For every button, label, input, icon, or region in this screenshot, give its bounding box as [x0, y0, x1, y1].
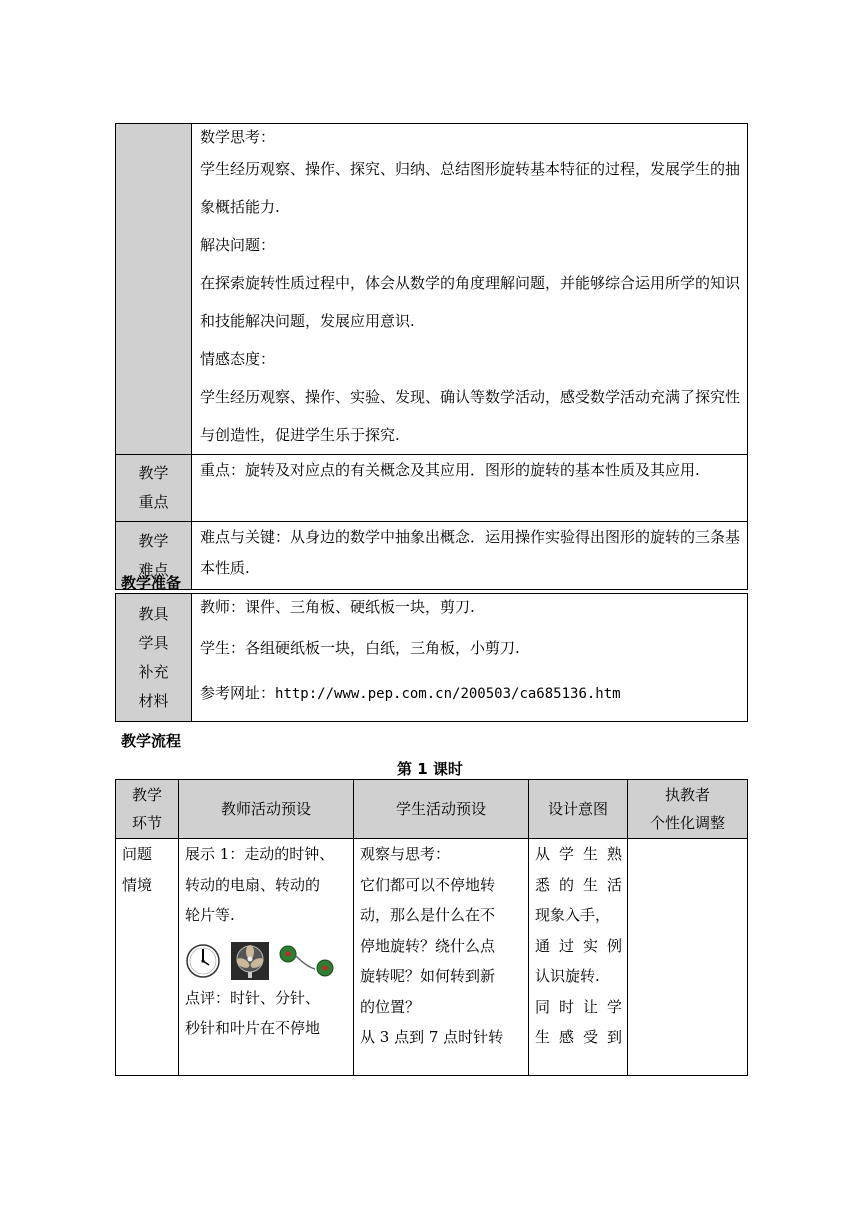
difficulties-cell [192, 522, 748, 590]
attitude-text: 学生经历观察、操作、实验、发现、确认等数学活动，感受数学活动充满了探究性与创造性，促进学生乐于探究. [200, 388, 741, 444]
teacher-materials: 教师：课件、三角板、硬纸板一块，剪刀. [200, 598, 475, 616]
objectives-table [115, 123, 748, 590]
key-points-cell [192, 455, 748, 522]
header-stage: 教学 环节 [116, 780, 179, 839]
flow-table [115, 779, 748, 1076]
fan-icon [231, 942, 269, 980]
thinking-title: 数学思考： [200, 128, 276, 146]
adjust-cell [628, 839, 748, 1076]
reference-link[interactable]: http://www.pep.com.cn/200503/ca685136.htm [275, 686, 621, 702]
objectives-label-cell [116, 124, 192, 455]
header-adjust: 执教者 个性化调整 [628, 780, 748, 839]
preparation-heading: 教学准备 [121, 574, 182, 592]
thinking-text: 学生经历观察、操作、探究、归纳、总结图形旋转基本特征的过程，发展学生的抽象概括能力. [200, 160, 741, 216]
preparation-label: 教具 学具 补充 材料 [116, 594, 192, 722]
problem-text: 在探索旋转性质过程中，体会从数学的角度理解问题，并能够综合运用所学的知识和技能解决问题，发展应用意识. [200, 274, 741, 330]
student-materials: 学生：各组硬纸板一块，白纸，三角板，小剪刀. [200, 639, 520, 657]
key-points-label: 教学 重点 [116, 455, 192, 522]
preparation-cell [192, 594, 748, 722]
pulley-icon [279, 943, 335, 979]
header-student: 学生活动预设 [354, 780, 529, 839]
clock-icon [185, 943, 221, 979]
header-intent: 设计意图 [529, 780, 628, 839]
student-cell: 观察与思考： 它们都可以不停地转 动，那么是什么在不 停地旋转？绕什么点 旋转呢？如何转到新 的位置？ 从 3 点到 7 点时针转 [354, 839, 529, 1076]
header-teacher: 教师活动预设 [179, 780, 354, 839]
intent-cell: 从学生熟 悉的生活 现象入手， 通过实例 认识旋转. 同时让学 生感受到 [529, 839, 628, 1076]
key-points-text: 重点：旋转及对应点的有关概念及其应用．图形的旋转的基本性质及其应用. [200, 461, 700, 479]
stage-cell: 问题 情境 [116, 839, 179, 1076]
attitude-title: 情感态度： [200, 350, 276, 368]
reference-line [200, 676, 741, 711]
reference-label: 参考网址： [200, 684, 276, 702]
table-row [116, 839, 748, 1076]
difficulties-label: 教学 难点 [116, 522, 192, 590]
objectives-cell [192, 124, 748, 455]
difficulties-text: 难点与关键：从身边的数学中抽象出概念．运用操作实验得出图形的旋转的三条基本性质. [200, 528, 741, 577]
teacher-cell: 展示 1：走动的时钟、 转动的电扇、转动的 轮片等. 点评：时针、分针、 秒针和叶片在不停地 [179, 839, 354, 1076]
lesson-caption: 第 1 课时 [397, 760, 463, 778]
illustration-icons [185, 939, 348, 983]
flow-heading: 教学流程 [121, 732, 182, 750]
preparation-table [115, 593, 748, 722]
problem-title: 解决问题： [200, 236, 276, 254]
